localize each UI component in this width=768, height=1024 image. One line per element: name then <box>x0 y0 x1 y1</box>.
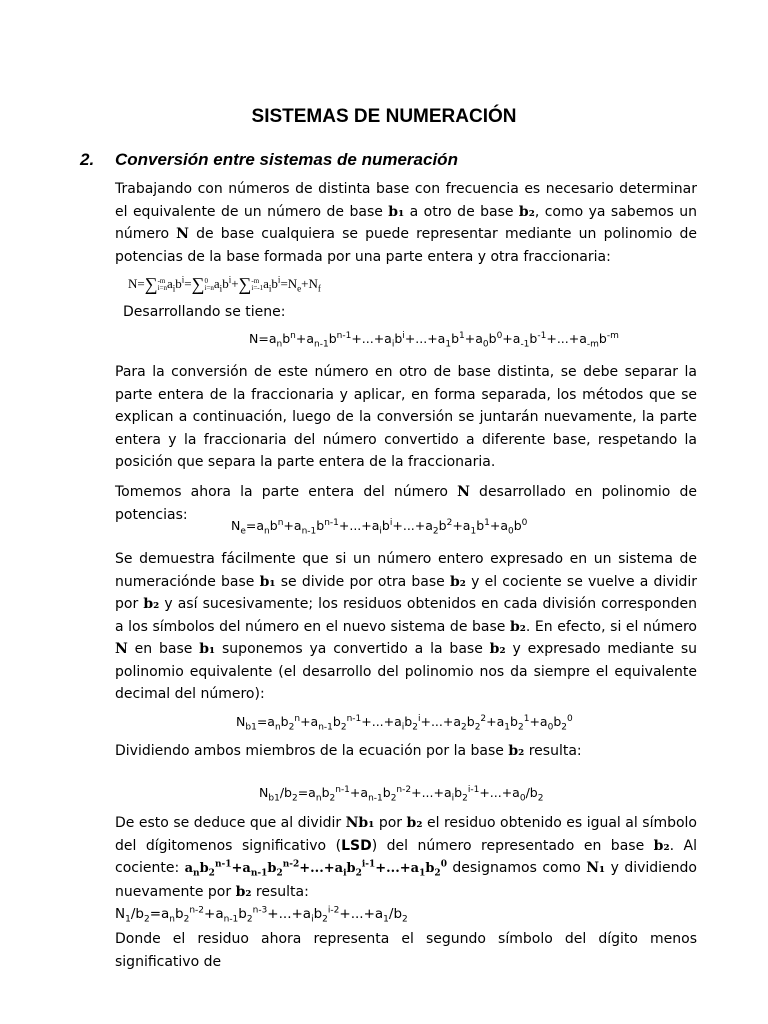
formula-nb1: $N_{b1}=a_nb_2^n+a_{n-1}b_2^{n-1}+...+a_ib_2^i+...+a_2b_2^2+a_1b_2^1+a_0b_2^0$ <box>236 713 573 733</box>
paragraph-residuo: De esto se deduce que al dividir Nb₁ por b₂ el residuo obtenido es igual al símbolo del dígitomenos significativo (LSD) del número representado en base b₂. Al cociente: $a_nb_2^{n-1}+a_{n-1}b_2^{n-2}+...+a_ib_2^{i-1}+...+a_1b_2^0$ designamos como N₁ y dividiendo nuevamente por b₂ resulta: <box>115 815 697 900</box>
paragraph-intro: Trabajando con números de distinta base con frecuencia es necesario determinar el equivalente de un número de base b₁ a otro de base b₂, como ya sabemos un número N de base cualquiera se puede representar mediante un polinomio de potencias de la base formada por una parte entera y otra fraccionaria: <box>115 181 697 265</box>
paragraph-parte-entera: Tomemos ahora la parte entera del número N desarrollado en polinomio de potencias: <box>115 484 697 523</box>
formula-n1-div-b2: $N_1/b_2=a_nb_2^{n-2}+a_{n-1}b_2^{n-3}+...+a_ib_2^{i-2}+...+a_1/b_2$ <box>115 905 408 925</box>
section-title: Conversión entre sistemas de numeración <box>115 150 458 169</box>
text-desarrollando: Desarrollando se tiene: <box>123 304 286 320</box>
formula-summation: N=∑-m $i=na_ib^i=\sum 0$ $i=na_ib^i+\sum-m$ $i=-1a_ib^i=N_e+N_f$ <box>128 274 321 294</box>
formula-expansion: $N=a_nb^n+a_{n-1}b^{n-1}+...+a_ib^i+...+a_1b^1+a_0b^0+a_{-1}b^{-1}+...+a_{-m}b^{-m}$ <box>249 330 619 350</box>
formula-cociente: $a_nb_2^{n-1}+a_{n-1}b_2^{n-2}+...+a_ib_2^{i-1}+...+a_1b_2^0$ <box>184 859 447 879</box>
paragraph-conversion: Para la conversión de este número en otro de base distinta, se debe separar la parte entera de la fraccionaria y aplicar, en forma separada, los métodos que se explican a continuación, luego de la conversión se juntarán nuevamente, la parte entera y la fraccionaria del número convertido a diferente base, respetando la posición que separa la parte entera de la fraccionaria. <box>115 364 697 470</box>
formula-nb1-div-b2: $N_{b1}/b_2=a_nb_2^{n-1}+a_{n-1}b_2^{n-2}+...+a_ib_2^{i-1}+...+a_0/b_2$ <box>259 784 544 804</box>
paragraph-segundo-simbolo: Donde el residuo ahora representa el segundo símbolo del dígito menos significativo de <box>115 931 697 970</box>
formula-ne: $N_e=a_nb^n+a_{n-1}b^{n-1}+...+a_ib^i+...+a_2b^2+a_1b^1+a_0b^0$ <box>231 517 528 537</box>
paragraph-demostracion: Se demuestra fácilmente que si un número entero expresado en un sistema de numeraciónde base b₁ se divide por otra base b₂ y el cociente se vuelve a dividir por b₂ y así sucesivamente; los residuos obtenidos en cada división corresponden a los símbolos del número en el nuevo sistema de base b₂. En efecto, si el número N en base b₁ suponemos ya convertido a la base b₂ y expresado mediante su polinomio equivalente (el desarrollo del polinomio nos da siempre el equivalente decimal del número): <box>115 551 697 702</box>
section-number: 2. <box>80 150 95 169</box>
paragraph-dividiendo: Dividiendo ambos miembros de la ecuación por la base b₂ resulta: <box>115 743 582 759</box>
page-title: SISTEMAS DE NUMERACIÓN <box>251 106 517 127</box>
